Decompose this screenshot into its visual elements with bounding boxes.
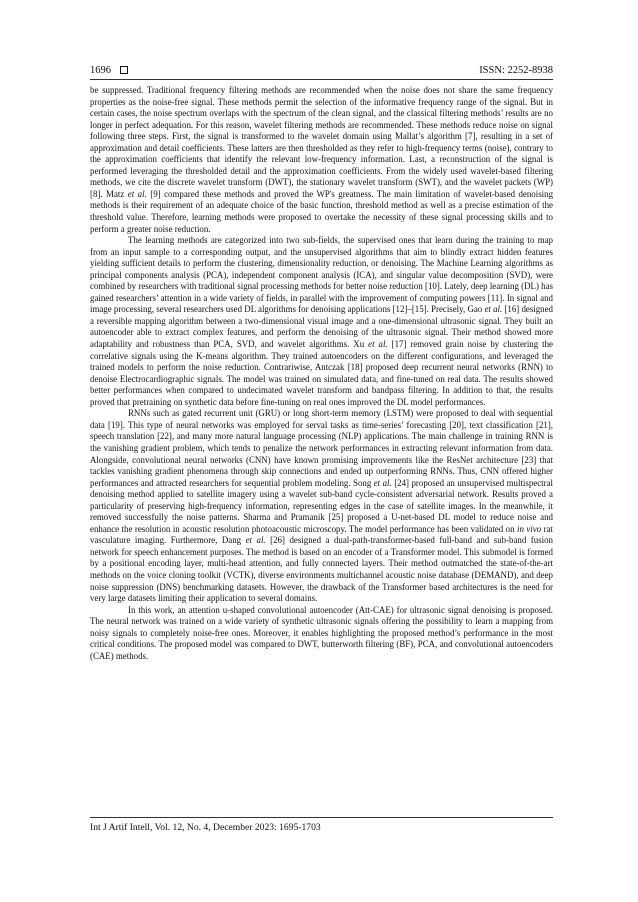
page-number: 1696 — [90, 64, 111, 76]
square-box-icon — [120, 66, 128, 74]
footer-rule — [90, 817, 553, 818]
italic-term: et al. — [127, 188, 147, 199]
header-left — [90, 65, 128, 76]
italic-term: et al. — [373, 477, 392, 488]
paragraph-2: The learning methods are categorized into two sub-fields, the supervised ones that learn during the training to map from an input sample to a corresponding output, and the unsupervised algorithms that aim to blindly extract hidden features yielding sufficient details to perform the clustering, dimensionality reduction, or denoising. The Machine Learning algorithms as principal components analysis (PCA), independent component analysis (ICA), and singular value decomposition (SVD), were combined by researchers with traditional signal processing methods for better noise reduction [10]. Lately, deep learning (DL) has gained researchers’ attention in a wide variety of fields, in parallel with the improvement of computing powers [11]. In signal and image processing, several researchers used DL algorithms for denoising applications [12]–[15]. Precisely, Gao et al. [16] designed a reversible mapping algorithm between a two-dimensional visual image and a one-dimensional ultrasonic signal. They built an autoencoder able to extract complex features, and perform the denoising of the ultrasonic signal. Their method showed more adaptability and robustness than PCA, SVD, and wavelet algorithms. Xu et al. [17] removed grain noise by clustering the correlative signals using the K-means algorithm. They trained autoencoders on the different configurations, and leveraged the trained models to perform the noise reduction. Contrariwise, Antczak [18] proposed deep recurrent neural networks (RNN) to denoise Electrocardiographic signals. The model was trained on simulated data, and fine-tuned on real data. The results showed better performances when compared to undecimated wavelet transform and bandpass filtering. In addition to that, the results proved that pretraining on synthetic data before fine-tuning on real ones improved the DL model performances. — [90, 235, 553, 407]
body-text — [90, 85, 553, 662]
paragraph-1: be suppressed. Traditional frequency filtering methods are recommended when the noise does not share the same frequency properties as the noise-free signal. These methods permit the selection of the informative frequency range of the signal. But in certain cases, the noise spectrum overlaps with the spectrum of the clean signal, and the classical filtering methods’ results are no longer in perfect adequation. For this reason, wavelet filtering methods are recommended. These methods reduce noise on signal following three steps. First, the signal is transformed to the wavelet domain using Mallat’s algorithm [7], resulting in a set of approximation and detail coefficients. These latters are then thresholded as they refer to high-frequency terms (noise), contrary to the approximation coefficients that identify the relevant low-frequency information. Last, a reconstruction of the signal is performed leveraging the thresholded detail and the approximation coefficients. From the widely used wavelet-based filtering methods, we cite the discrete wavelet transform (DWT), the stationary wavelet transform (SWT), and the wavelet packets (WP) [8]. Matz et al. [9] compared these methods and proved the WP's greatness. The main limitation of wavelet-based denoising methods is their requirement of an adequate choice of the basic function, threshold method as well as a precise estimation of the threshold value. Therefore, learning methods were proposed to overtake the necessity of these signal processing skills and to perform a greater noise reduction. — [90, 85, 554, 234]
header-rule — [90, 79, 553, 80]
italic-term: in vivo — [516, 523, 542, 534]
running-header — [90, 63, 553, 77]
issn-label: ISSN: 2252-8938 — [479, 64, 553, 76]
paragraph-4: In this work, an attention u-shaped convolutional autoencoder (Att-CAE) for ultrasonic signal denoising is proposed. The neural network was trained on a wide variety of synthetic ultrasonic signals offering the possibility to learn a mapping from noisy signals to completely noise-free ones. Moreover, it enables highlighting the proposed method’s performance in the most critical conditions. The proposed model was compared to DWT, butterworth filtering (BF), PCA, and convolutional autoencoders (CAE) methods. — [90, 604, 553, 661]
italic-term: et al. — [484, 304, 503, 315]
paragraph-3: RNNs such as gated recurrent unit (GRU) or long short-term memory (LSTM) were proposed to deal with sequential data [19]. This type of neural networks was employed for serval tasks as time-series’ forecasting [20], text classification [21], speech translation [22], and many more natural language processing (NLP) applications. The main challenge in training RNN is the vanishing gradient problem, which tends to penalize the network performances in extracting relevant information from data. Alongside, convolutional neural networks (CNN) have known promising improvements like the ResNet architecture [23] that tackles vanishing gradient phenomena through skip connections and ended up outperforming RNNs. Thus, CNN offered higher performances and attracted researchers for sequential problem modeling. Song et al. [24] proposed an unsupervised multispectral denoising method applied to satellite imagery using a wavelet sub-band cycle-consistent adversarial network. Results proved a particularity of preserving high-frequency information, representing edges in the case of satellite images. In the meanwhile, it removed successfully the noise patterns. Sharma and Pramanik [25] proposed a U-net-based DL model to reduce noise and enhance the resolution in acoustic resolution photoacoustic microscopy. The model performance has been validated on in vivo rat vasculature imaging. Furthermore, Dang et al. [26] designed a dual-path-transformer-based full-band and sub-band fusion network for speech enhancement purposes. The method is based on an encoder of a Transformer model. This submodel is formed by a positional encoding layer, multi-head attention, and fully connected layers. Their method outmatched the state-of-the-art methods on the voice cloning toolkit (VCTK), diverse environments multichannel acoustic noise database (DEMAND), and deep noise suppression (DNS) benchmarking datasets. However, the drawback of the Transformer based architectures is the need for very large datasets limiting their application to several domains. — [90, 408, 553, 604]
italic-term: et al. — [245, 535, 266, 546]
journal-citation: Int J Artif Intell, Vol. 12, No. 4, December 2023: 1695-1703 — [90, 822, 321, 833]
italic-term: et al. — [368, 339, 388, 350]
